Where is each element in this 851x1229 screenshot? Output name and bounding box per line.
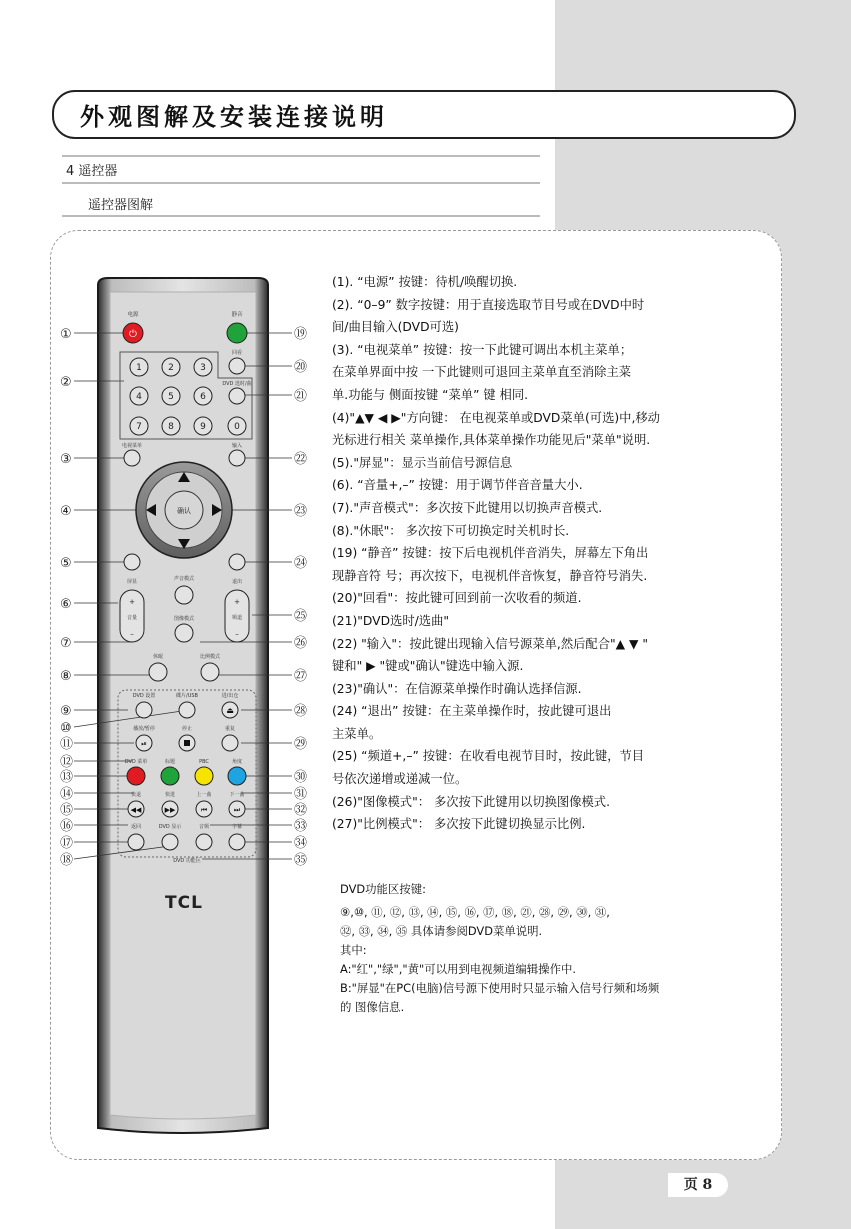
red-button[interactable] — [127, 767, 145, 785]
callout-2: ② — [60, 375, 72, 390]
mute-button[interactable] — [227, 323, 247, 343]
audio-button[interactable] — [196, 834, 212, 850]
review-label: 回看 — [231, 350, 243, 356]
display-button[interactable] — [124, 554, 140, 570]
desc-line: (1). “电源” 按键：待机/唤醒切换. — [332, 275, 518, 289]
callout-4: ④ — [60, 504, 72, 519]
callout-25: ㉕ — [294, 609, 308, 624]
desc-line: 光标进行相关 菜单操作,具体菜单操作功能见后"菜单"说明. — [332, 433, 651, 448]
channel-minus-label: – — [235, 630, 239, 638]
callout-6: ⑥ — [60, 597, 72, 612]
back-label: 返回 — [130, 824, 142, 830]
callout-29: ㉙ — [294, 737, 308, 752]
callout-24: ㉔ — [294, 556, 308, 571]
desc-line: (20)"回看"：按此键可回到前一次收看的频道. — [332, 591, 582, 606]
dvd-keys: ⑨,⑩, ⑪, ⑫, ⑬, ⑭, ⑮, ⑯, ⑰, ⑱, ㉑, ㉘, ㉙, ㉚, ㉛, — [340, 905, 610, 919]
prev-label: 上一曲 — [196, 792, 212, 798]
note-intro: 其中: — [340, 943, 367, 957]
green-button[interactable] — [161, 767, 179, 785]
dvd-setup-label: DVD 设置 — [132, 693, 156, 699]
callout-13: ⑬ — [60, 770, 74, 785]
mute-label: 静音 — [231, 312, 243, 318]
desc-line: (4)"▲▼ ◀ ▶"方向键： 在电视菜单或DVD菜单(可选)中,移动 — [332, 410, 660, 425]
tv-menu-label: 电视菜单 — [121, 443, 143, 449]
sound-mode-button[interactable] — [175, 586, 193, 604]
channel-plus-label: + — [234, 598, 240, 606]
stop-icon — [184, 740, 190, 746]
subtitle-label: 字幕 — [231, 824, 243, 830]
callout-21: ㉑ — [294, 389, 308, 404]
digit-7: 7 — [136, 422, 142, 432]
digit-1: 1 — [136, 363, 142, 373]
callout-34: ㉞ — [294, 836, 308, 851]
callout-35: ㉟ — [294, 853, 308, 868]
desc-line: 键和" ▶ "键或"确认"键选中输入源. — [332, 659, 524, 674]
key-descriptions — [332, 271, 762, 836]
power-icon: ⏻ — [129, 329, 137, 340]
input-label: 输入 — [231, 443, 243, 449]
play-pause-icon: ⏯ — [141, 740, 147, 748]
desc-line: 单.功能与 侧面按键 “菜单” 键 相同. — [332, 387, 529, 402]
aspect-button[interactable] — [201, 663, 219, 681]
desc-line: (21)"DVD选时/选曲" — [332, 613, 450, 628]
display-label: 屏显 — [126, 579, 138, 585]
desc-line: (2). “0–9” 数字按键：用于直接选取节目号或在DVD中时 — [332, 297, 645, 312]
dvd-area-label: DVD 功能区 — [173, 858, 201, 864]
callout-15: ⑮ — [60, 803, 74, 818]
desc-line: (23)"确认"：在信源菜单操作时确认选择信源. — [332, 681, 582, 696]
picture-mode-label: 图像模式 — [173, 616, 195, 622]
dvd-time-button[interactable] — [229, 388, 245, 404]
digit-8: 8 — [168, 422, 174, 432]
dvd-display-button[interactable] — [162, 834, 178, 850]
dvd-menu-label: DVD 菜单 — [124, 759, 148, 765]
volume-label: 音量 — [126, 615, 138, 621]
desc-line: (25) “频道+,–” 按键：在收看电视节目时，按此键，节目 — [332, 749, 645, 764]
digit-2: 2 — [168, 363, 174, 373]
desc-line: (19) “静音” 按键：按下后电视机伴音消失，屏幕左下角出 — [332, 546, 649, 561]
page-title: 外观图解及安装连接说明 — [80, 102, 388, 131]
desc-line: (3). “电视菜单” 按键：按一下此键可调出本机主菜单； — [332, 342, 633, 357]
dvd-keys: ㉜, ㉝, ㉞, ㉟ 具体请参阅DVD菜单说明. — [340, 924, 543, 938]
next-label: 下一曲 — [229, 792, 245, 798]
pbc-label: PBC — [199, 759, 209, 765]
exit-button[interactable] — [229, 554, 245, 570]
next-track-icon: ⏭ — [233, 806, 241, 814]
aspect-label: 比例模式 — [199, 654, 221, 660]
stop-label: 停止 — [181, 726, 193, 732]
desc-line: (5)."屏显"：显示当前信号源信息 — [332, 455, 513, 470]
dvd-function-notes — [340, 880, 760, 1017]
desc-line: 在菜单界面中按 一下此键则可退回主菜单直至消除主菜 — [332, 365, 632, 380]
sleep-label: 休眠 — [152, 654, 164, 660]
desc-line: (24) “退出” 按键：在主菜单操作时，按此键可退出 — [332, 704, 612, 719]
title-button-label[interactable]: 标题 — [164, 759, 176, 765]
back-button[interactable] — [128, 834, 144, 850]
callout-20: ⑳ — [294, 360, 308, 375]
fast-rewind-icon: ◀◀ — [130, 806, 142, 814]
volume-minus-label: – — [130, 630, 134, 638]
callout-14: ⑭ — [60, 787, 74, 802]
callout-22: ㉒ — [294, 452, 308, 467]
angle-label: 角度 — [231, 759, 243, 765]
play-pause-label: 播放/暂停 — [133, 726, 155, 732]
ok-label: 确认 — [177, 507, 191, 515]
subtitle-button[interactable] — [229, 834, 245, 850]
prev-track-icon: ⏮ — [200, 806, 208, 814]
callout-26: ㉖ — [294, 636, 308, 651]
section-heading: 4 遥控器 — [66, 164, 118, 179]
callout-33: ㉝ — [294, 819, 308, 834]
callout-18: ⑱ — [60, 853, 74, 868]
desc-line: (27)"比例模式"： 多次按下此键切换显示比例. — [332, 817, 586, 832]
picture-mode-button[interactable] — [175, 624, 193, 642]
callout-28: ㉘ — [294, 704, 308, 719]
channel-label: 频道 — [231, 615, 243, 621]
digit-0: 0 — [234, 422, 240, 432]
digit-6: 6 — [200, 392, 206, 402]
dvd-heading: DVD功能区按键: — [340, 882, 426, 896]
callout-1: ① — [60, 327, 72, 342]
callout-5: ⑤ — [60, 556, 72, 571]
note-b: B:"屏显"在PC(电脑)信号源下使用时只显示输入信号行频和场频 — [340, 981, 660, 995]
page-number: 页 8 — [668, 1173, 728, 1197]
digit-5: 5 — [168, 392, 174, 402]
digit-4: 4 — [136, 392, 142, 402]
desc-line: 间/曲目输入(DVD可选) — [332, 320, 459, 335]
fast-forward-icon: ▶▶ — [164, 806, 176, 814]
callout-12: ⑫ — [60, 755, 74, 770]
desc-line: (8)."休眠"： 多次按下可切换定时关机时长. — [332, 523, 570, 538]
disc-usb-button[interactable] — [179, 702, 195, 718]
brand-logo: TCL — [165, 893, 203, 913]
callout-31: ㉛ — [294, 787, 308, 802]
desc-line: (7)."声音模式"：多次按下此键用以切换声音模式. — [332, 500, 603, 515]
callout-8: ⑧ — [60, 669, 72, 684]
audio-label: 音频 — [198, 824, 210, 830]
desc-line: (26)"图像模式"： 多次按下此键用以切换图像模式. — [332, 794, 611, 809]
dvd-setup-button[interactable] — [136, 702, 152, 718]
callout-30: ㉚ — [294, 770, 308, 785]
repeat-label: 重复 — [224, 726, 236, 732]
section-subheading: 遥控器图解 — [88, 198, 154, 213]
callout-17: ⑰ — [60, 836, 74, 851]
callout-16: ⑯ — [60, 819, 74, 834]
desc-line: (6). “音量+,–” 按键：用于调节伴音音量大小. — [332, 478, 583, 493]
disc-usb-label: 碟片/USB — [176, 693, 198, 699]
power-label: 电源 — [127, 312, 139, 318]
callout-19: ⑲ — [294, 327, 308, 342]
digit-3: 3 — [200, 363, 206, 373]
callout-27: ㉗ — [294, 669, 308, 684]
note-a: A:"红","绿","黄"可以用到电视频道编辑操作中. — [340, 962, 576, 976]
volume-plus-label: + — [129, 598, 135, 606]
callout-3: ③ — [60, 452, 72, 467]
callout-32: ㉜ — [294, 803, 308, 818]
dvd-display-label: DVD 显示 — [158, 824, 182, 830]
desc-line: 主菜单。 — [332, 726, 382, 741]
sound-mode-label: 声音模式 — [173, 576, 195, 582]
eject-icon: ⏏ — [226, 706, 234, 715]
eject-label: 进/出仓 — [221, 693, 239, 699]
dvd-time-label: DVD 选时/曲 — [222, 381, 252, 387]
input-button[interactable] — [229, 450, 245, 466]
callout-9: ⑨ — [60, 704, 72, 719]
desc-line: 号依次递增或递减一位。 — [332, 772, 468, 787]
callout-10: ⑩ — [60, 721, 72, 736]
callout-23: ㉓ — [294, 504, 308, 519]
review-button[interactable] — [229, 358, 245, 374]
digit-9: 9 — [200, 422, 206, 432]
fast-rew-label: 快退 — [130, 792, 142, 798]
yellow-button[interactable] — [195, 767, 213, 785]
sleep-button[interactable] — [149, 663, 167, 681]
callout-7: ⑦ — [60, 636, 72, 651]
callout-11: ⑪ — [60, 737, 74, 752]
exit-label: 退出 — [231, 579, 243, 585]
blue-button[interactable] — [228, 767, 246, 785]
desc-line: (22) "输入"：按此键出现输入信号源菜单,然后配合"▲ ▼ " — [332, 636, 649, 651]
repeat-button[interactable] — [222, 735, 238, 751]
desc-line: 现静音符 号；再次按下，电视机伴音恢复，静音符号消失. — [332, 568, 648, 583]
note-b: 的 图像信息. — [340, 1000, 405, 1014]
fast-fwd-label: 快进 — [164, 792, 176, 798]
tv-menu-button[interactable] — [124, 450, 140, 466]
